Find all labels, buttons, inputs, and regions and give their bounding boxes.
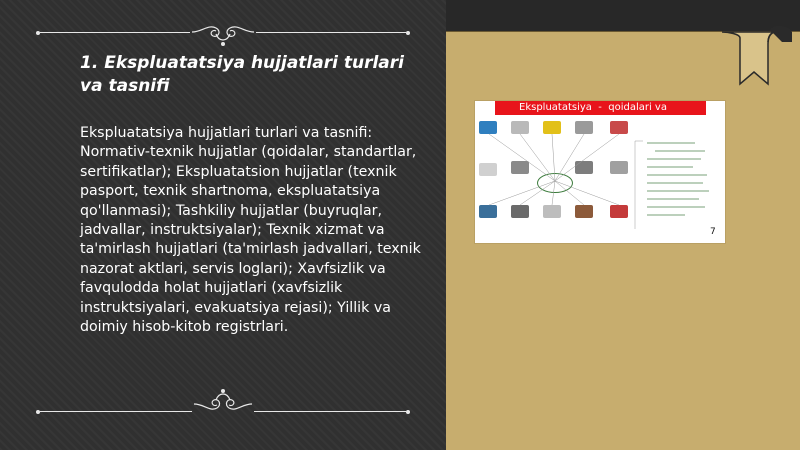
ornament-line xyxy=(40,411,192,412)
ornament-line xyxy=(256,32,406,33)
bookmark-ribbon-icon xyxy=(716,24,800,100)
ornament-dot xyxy=(406,410,410,414)
scroll-flourish-icon xyxy=(190,20,256,50)
scroll-flourish-icon xyxy=(192,386,254,416)
ornament-dot xyxy=(406,31,410,35)
thumbnail-header: Ekspluatatsiya - qoidalari va xyxy=(495,101,706,115)
thumbnail-page-number: 7 xyxy=(710,227,716,237)
slide-body-text: Ekspluatatsiya hujjatlari turlari va tasnifi: Normativ-texnik hujjatlar (qoidalar, standartlar, sertifikatlar); Ekspluatatsion hujjatlar (texnik pasport, texnik shartnoma, ekspluatatsiya qo'llanmasi); Tashkiliy hujjatlar (buyruqlar, jadvallar, instruktsiyalar); Texnik xizmat va ta'mirlash hujjatlari (ta'mirlash jadvallari, texnik nazorat aktlari, servis loglari); Xavfsizlik va favqulodda holat hujjatlari (xavfsizlik instruktsiyalari, evakuatsiya rejasi); Yillik va doimiy hisob-kitob registrlari. xyxy=(80,125,421,336)
slide-title: 1. Ekspluatatsiya hujjatlari turlari va tasnifi xyxy=(80,53,404,96)
ornament-line xyxy=(40,32,190,33)
ornament-line xyxy=(254,411,406,412)
slide-thumbnail-image xyxy=(474,100,726,244)
thumbnail-faint-text xyxy=(645,139,713,223)
